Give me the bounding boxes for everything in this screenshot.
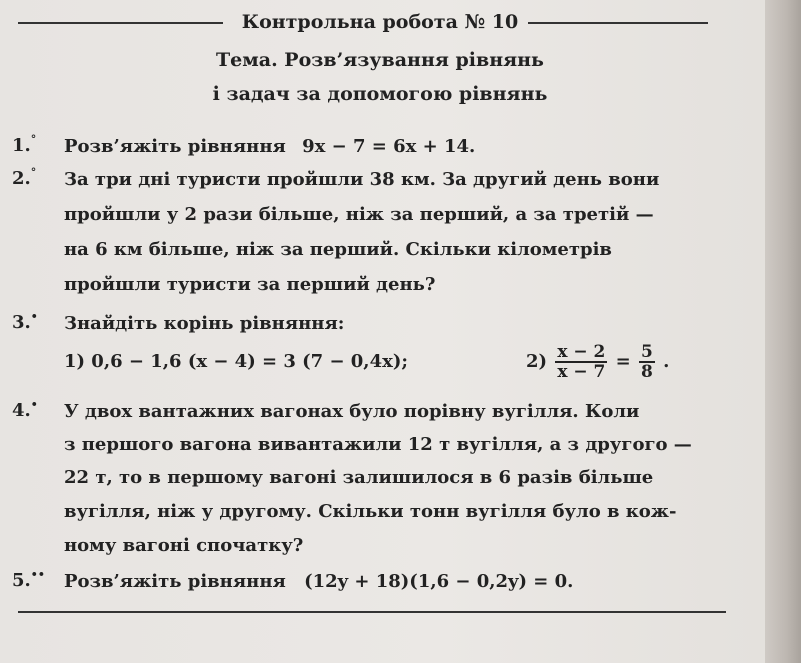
fraction-1-numerator: x − 2 <box>557 342 606 362</box>
topic-line-2: і задач за допомогою рівнянь <box>212 83 548 105</box>
work-title: Контрольна робота № 10 <box>241 11 519 33</box>
task-4-line-4: вугілля, ніж у другому. Скільки тонн вугілля було в кож- <box>64 501 677 522</box>
task-2-number: 2.° <box>12 166 37 189</box>
task-5-equation: (12y + 18)(1,6 − 0,2y) = 0. <box>304 571 574 592</box>
task-2-line-4: пройшли туристи за перший день? <box>64 274 436 295</box>
fraction-2-numerator: 5 <box>641 342 653 362</box>
task-2-line-2: пройшли у 2 рази більше, ніж за перший, а за третій — <box>64 204 654 225</box>
task-4-line-3: 22 т, то в першому вагоні залишилося в 6 разів більше <box>64 467 654 488</box>
topic-line-1: Тема. Розв’язування рівнянь <box>216 49 544 71</box>
bottom-rule <box>18 611 726 613</box>
equation-period: . <box>663 351 670 372</box>
task-1-text <box>64 135 475 159</box>
task-4-line-5: ному вагоні спочатку? <box>64 535 304 556</box>
task-1-number: 1.° <box>12 133 37 156</box>
task-3-text: Знайдіть корінь рівняння: <box>64 313 345 334</box>
page-edge-shadow <box>765 0 801 663</box>
task-3-number: 3.• <box>12 310 38 333</box>
task-4-line-1: У двох вантажних вагонах було порівну вугілля. Коли <box>64 401 640 422</box>
task-5-number: 5.•• <box>12 568 45 591</box>
fraction-2-denominator: 8 <box>641 362 653 382</box>
task-1-equation: 9x − 7 = 6x + 14. <box>302 136 476 157</box>
task-4-number: 4.• <box>12 398 38 421</box>
task-3-part-2-label: 2) <box>526 351 548 372</box>
task-4-line-2: з першого вагона вивантажили 12 т вугілля, а з другого — <box>64 434 692 455</box>
task-5-text <box>64 570 573 594</box>
task-2-line-3: на 6 км більше, ніж за перший. Скільки кілометрів <box>64 239 612 260</box>
fraction-x2-x7 <box>555 343 607 381</box>
task-3-part-1: 1) 0,6 − 1,6 (x − 4) = 3 (7 − 0,4x); <box>64 351 408 372</box>
task-3-part-2 <box>526 336 669 388</box>
equals-sign: = <box>615 351 631 372</box>
fraction-1-denominator: x − 7 <box>557 362 606 382</box>
task-1-instruction: Розв’яжіть рівняння <box>64 136 286 157</box>
task-5-instruction: Розв’яжіть рівняння <box>64 571 286 592</box>
task-2-line-1: За три дні туристи пройшли 38 км. За другий день вони <box>64 169 660 190</box>
fraction-5-8 <box>639 343 655 381</box>
